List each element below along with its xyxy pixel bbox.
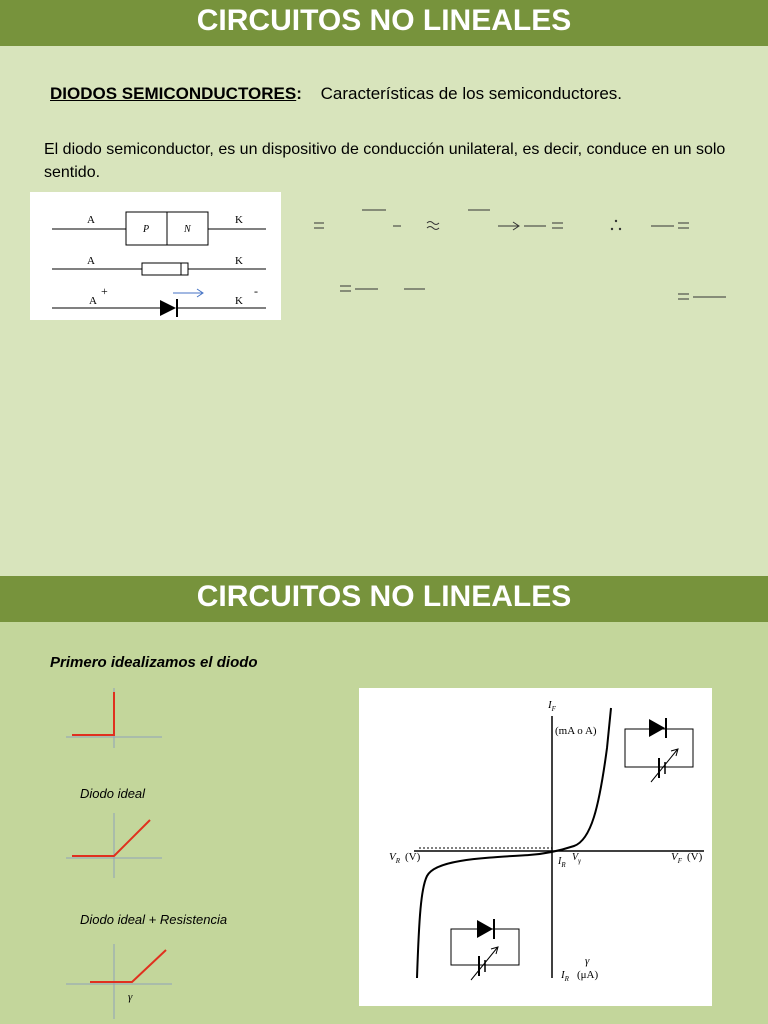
iv-curve-svg [359,688,712,1006]
gamma-graph-label: γ [585,955,590,967]
iv-characteristic-curve [417,708,611,978]
intro-paragraph: El diodo semiconductor, es un dispositivo de conducción unilateral, es decir, conduce en un solo sentido. [44,141,726,181]
row2-cathode-label: K [235,255,243,267]
vf-label: $V_F$ [671,851,683,865]
row3-anode-label: A [89,295,97,307]
row3-cathode-label: K [235,295,243,307]
row1-cathode-label: K [235,214,243,226]
ir-label: $I_R$ [561,969,569,983]
vr-unit: (V) [405,851,421,863]
p-label: P [143,224,150,235]
slide-1-title: CIRCUITOS NO LINEALES [0,0,768,46]
threshold-diode-graph [60,944,180,1019]
forward-bias-circuit [625,718,693,782]
if-unit: (mA o A) [555,725,597,737]
vgamma-label: $V_\gamma$ [572,852,581,865]
caption-ideal-diode: Diodo ideal [80,786,146,801]
heading-subtitle: Características de los semiconductores. [320,84,623,103]
vf-unit: (V) [687,851,703,863]
heading-bold: DIODOS SEMICONDUCTORES [50,84,297,103]
thr-characteristic [90,950,166,982]
res-characteristic [72,820,150,856]
gamma-label: γ [128,991,133,1003]
slide-2 [0,576,768,1024]
ir-unit: (μA) [577,969,599,981]
ideal-resistance-graph [60,813,170,878]
diode-triangle [160,300,176,316]
vr-label: $V_R$ [389,851,401,865]
ir-near-label: $I_R$ [558,856,566,869]
caption-ideal-resistance: Diodo ideal + Resistencia [80,912,228,927]
diode-iv-curve [359,688,712,1006]
equation-fragments [300,200,750,320]
section-heading [50,84,622,104]
n-label: N [184,224,191,235]
row1-anode-label: A [87,214,95,226]
if-label: $I_F$ [548,699,556,713]
heading-colon: : [296,84,302,103]
idealization-subheading: Primero idealizamos el diodo [50,654,258,671]
diode-diagram-svg [30,192,281,320]
plus-sign: + [101,284,108,298]
diode-symbol-diagram [30,192,281,320]
row2-anode-label: A [87,255,95,267]
slide-2-title: CIRCUITOS NO LINEALES [0,576,768,622]
minus-sign: - [254,284,258,298]
reverse-bias-circuit [451,919,519,980]
ideal-characteristic [72,692,114,735]
ideal-diode-graph [60,688,170,748]
